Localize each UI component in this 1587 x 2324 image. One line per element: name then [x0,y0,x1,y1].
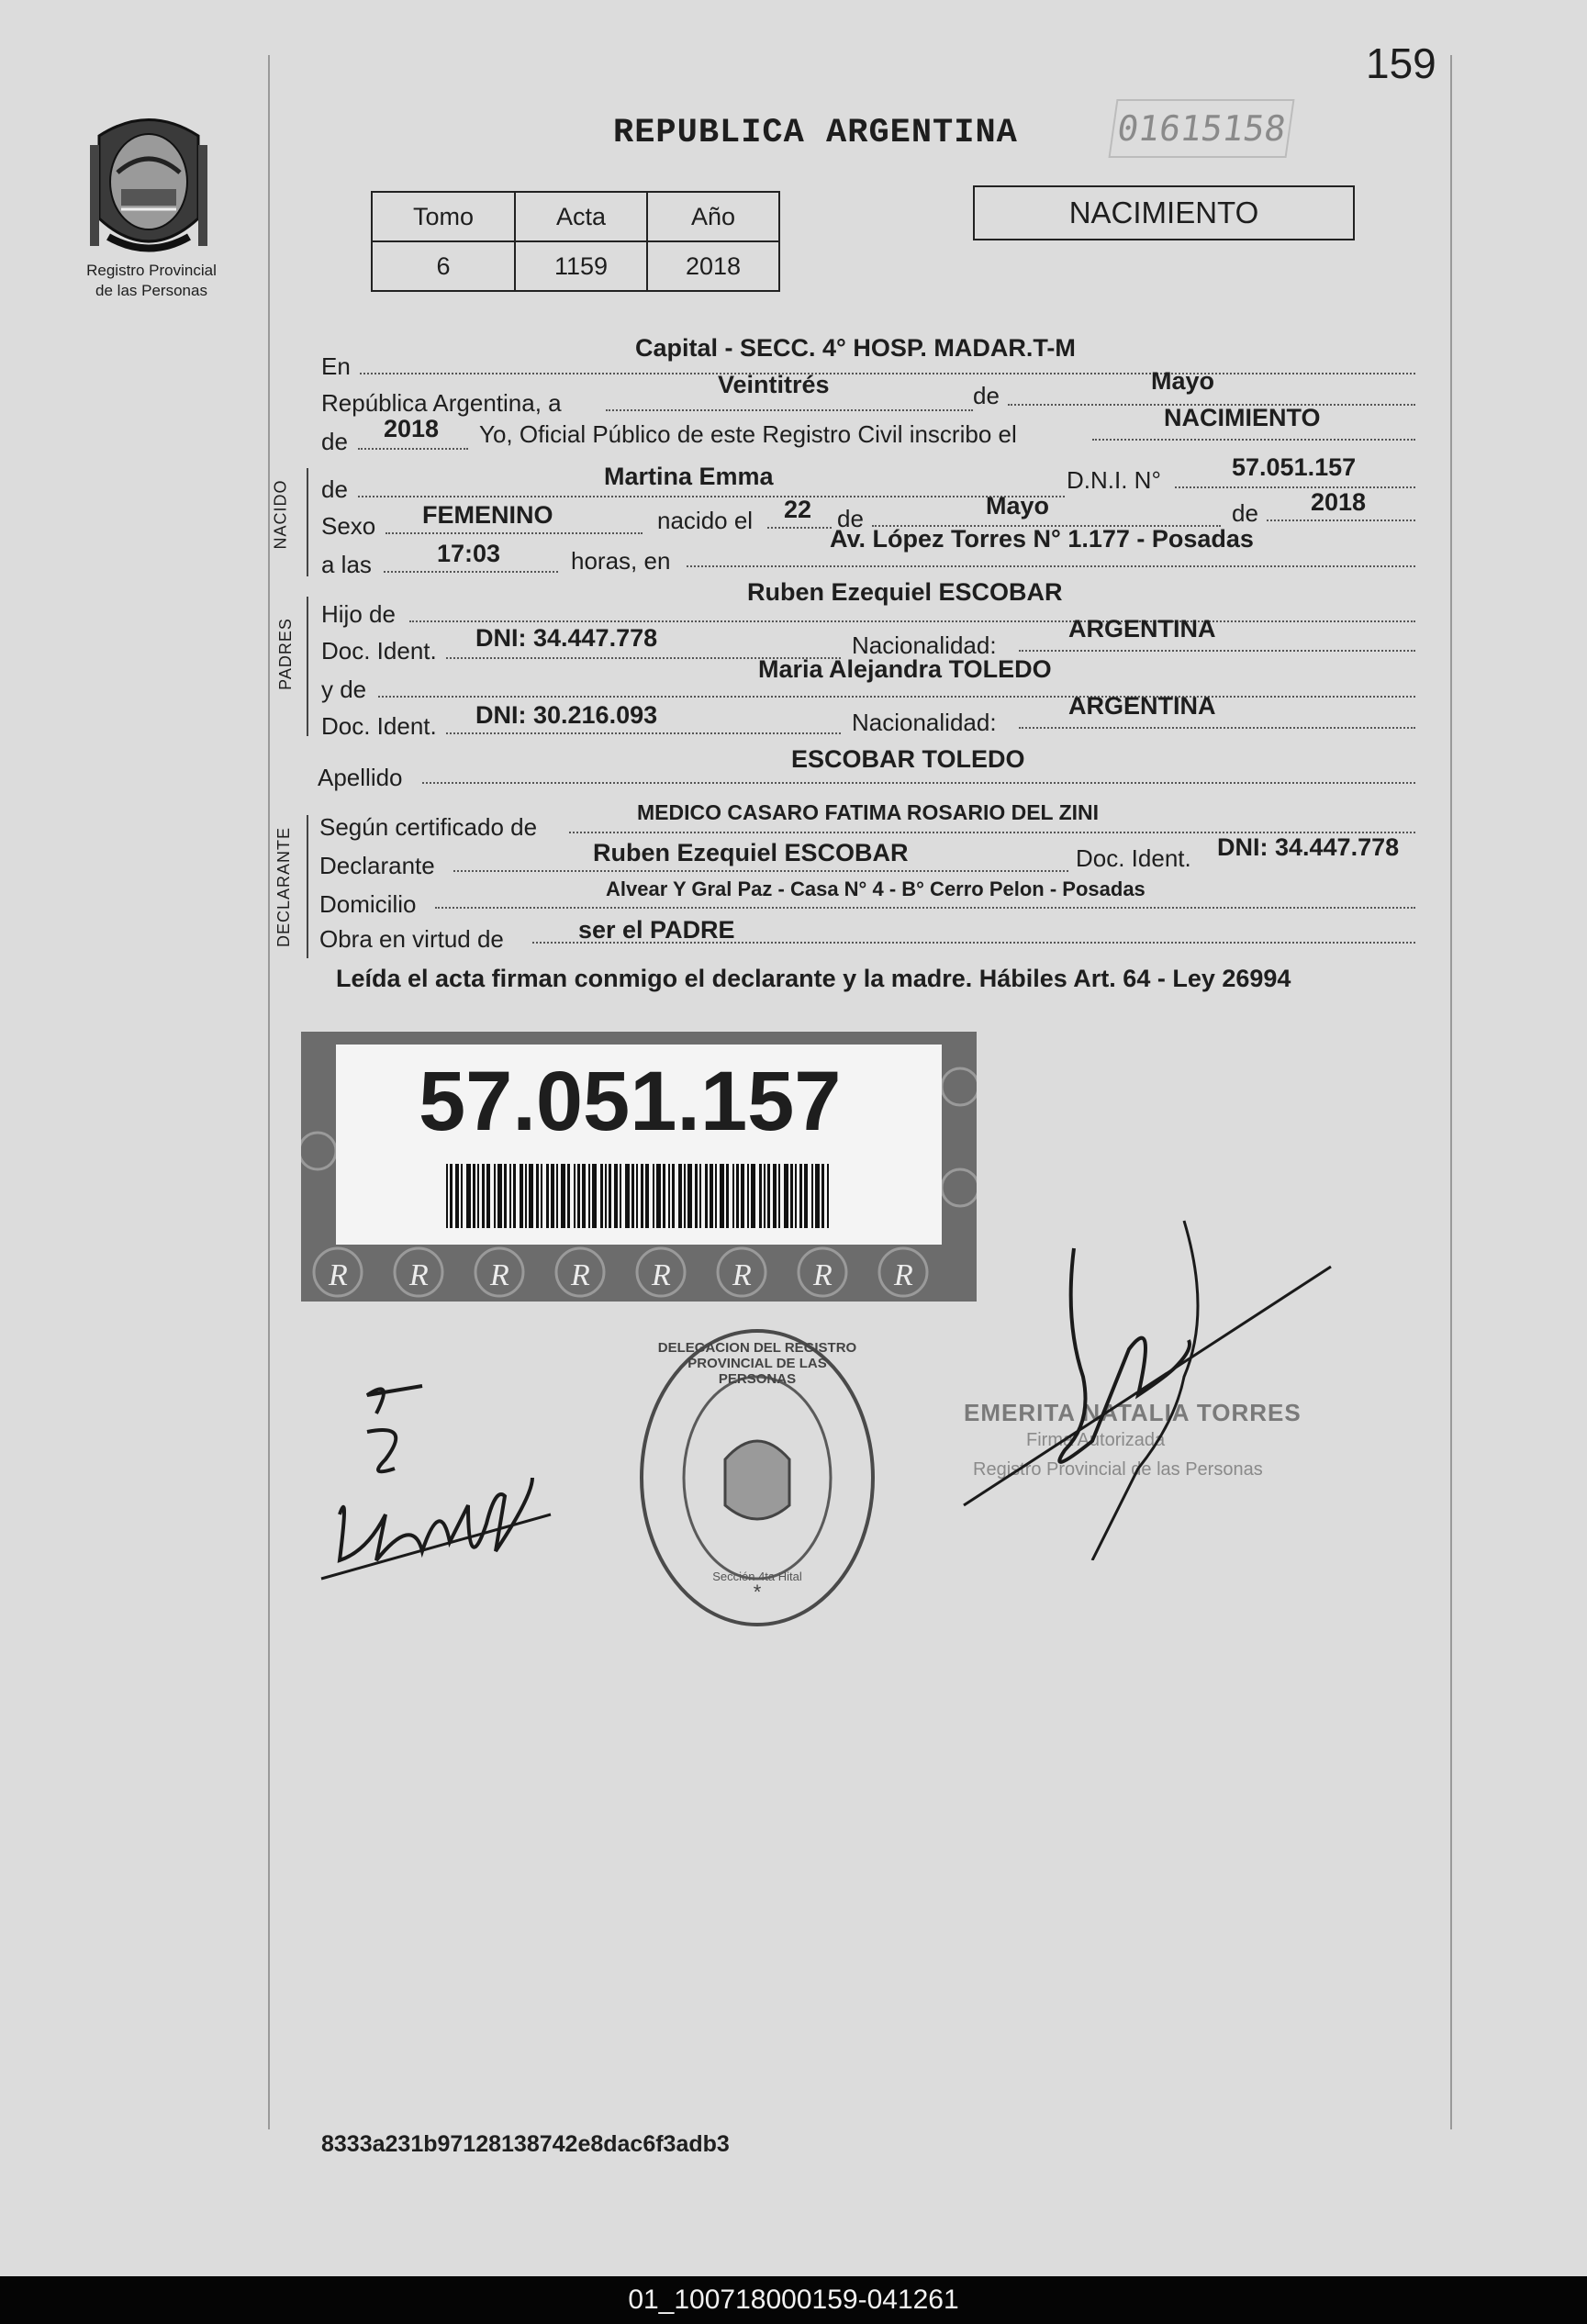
header-ano: Año [647,192,779,241]
certificado-value: MEDICO CASARO FATIMA ROSARIO DEL ZINI [637,800,1100,824]
page-number: 159 [1366,39,1436,87]
barcode-bar [636,1164,638,1228]
barcode-bar [450,1164,453,1228]
declarante-doc: DNI: 34.447.778 [1217,833,1400,861]
barcode-bar [759,1164,762,1228]
official-signature [955,1212,1340,1560]
pattern-letter: R [732,1258,752,1292]
barcode-bar [764,1164,766,1228]
value-tomo: 6 [372,241,515,291]
barcode-bar [799,1164,802,1228]
official-title-line1: Firma Autorizada [1026,1430,1166,1450]
value-acta: 1159 [515,241,647,291]
barcode-bar [790,1164,793,1228]
barcode-bar [614,1164,618,1228]
barcode-bar [509,1164,511,1228]
official-seal [633,1322,881,1634]
republica-label: República Argentina, a [321,389,562,417]
barcode-bar [715,1164,717,1228]
svg-text:*: * [753,1581,762,1603]
barcode-bar [561,1164,565,1228]
header-acta: Acta [515,192,647,241]
barcode-bar [699,1164,701,1228]
official-title-line2: Registro Provincial de las Personas [973,1459,1263,1480]
declarante-label: Declarante [319,852,435,879]
barcode-bar [631,1164,634,1228]
child-dni: 57.051.157 [1232,453,1357,481]
en-value: Capital - SECC. 4° HOSP. MADAR.T-M [635,334,1076,362]
barcode-bar [588,1164,590,1228]
dotted-line [358,496,1065,497]
section-label-padres: PADRES [275,618,295,690]
barcode-bar [811,1164,813,1228]
barcode-bar [827,1164,829,1228]
barcode-bar [567,1164,570,1228]
barcode-bar [778,1164,780,1228]
barcode-bar [767,1164,770,1228]
barcode-bar [494,1164,496,1228]
pattern-letter: R [813,1258,833,1292]
barcode-bar [663,1164,665,1228]
barcode-bar [705,1164,708,1228]
section-label-nacido: NACIDO [271,479,290,550]
barcode-bar [529,1164,533,1228]
barcode-bar [795,1164,797,1228]
de-label: de [973,382,1000,409]
barcode-bar [556,1164,558,1228]
birth-hour: 17:03 [437,540,501,567]
dotted-line [1267,520,1415,521]
barcode-bar [592,1164,597,1228]
horas-en-label: horas, en [571,547,671,575]
section-bracket [307,468,308,576]
barcode-bar [710,1164,713,1228]
apellido-value: ESCOBAR TOLEDO [791,745,1025,773]
barcode-bar [784,1164,788,1228]
sexo-label: Sexo [321,512,376,540]
dotted-line [435,907,1415,909]
child-name: Martina Emma [604,463,774,490]
dotted-line [386,532,643,534]
registry-caption [55,261,248,301]
barcode-bar [645,1164,649,1228]
de-label: de [1232,499,1258,527]
barcode-bar [726,1164,729,1228]
birth-year: 2018 [1311,488,1367,516]
barcode-bar [620,1164,621,1228]
dotted-line [446,732,841,734]
pattern-letter: R [329,1258,348,1292]
barcode-bar [446,1164,448,1228]
registry-line2: de las Personas [95,282,207,299]
dotted-line [687,565,1415,567]
barcode-bar [736,1164,739,1228]
year-value: 2018 [384,415,440,442]
barcode-bar [504,1164,507,1228]
barcode-bar [741,1164,744,1228]
value-ano: 2018 [647,241,779,291]
barcode-bar [574,1164,576,1228]
dotted-line [606,409,973,411]
dni-sticker-label [336,1045,942,1245]
record-type-box: NACIMIENTO [973,185,1355,240]
barcode-bar [520,1164,523,1228]
barcode-bar [804,1164,808,1228]
barcode-bar [455,1164,459,1228]
de-label: de [837,505,864,532]
pattern-letter: R [490,1258,509,1292]
dotted-line [358,448,468,450]
nacionalidad-label: Nacionalidad: [852,631,997,659]
y-de-label: y de [321,676,367,703]
barcode-bar [582,1164,586,1228]
barcode-bar [600,1164,603,1228]
document-hash: 8333a231b97128138742e8dac6f3adb3 [321,2131,730,2157]
obra-value: ser el PADRE [578,916,735,944]
dotted-line [1019,650,1415,652]
domicilio-label: Domicilio [319,890,417,918]
closing-statement: Leída el acta firman conmigo el declarante y la madre. Hábiles Art. 64 - Ley 26994 [336,965,1291,992]
barcode-bar [684,1164,686,1228]
de2-label: de [321,428,348,455]
father-doc: DNI: 34.447.778 [475,624,658,652]
pattern-letter: R [571,1258,590,1292]
barcode-bar [609,1164,611,1228]
obra-label: Obra en virtud de [319,925,504,953]
barcode-bar [821,1164,824,1228]
seal-outer-text: DELEGACION DEL REGISTRO PROVINCIAL DE LAS PERSONAS [657,1340,857,1387]
barcode-bar [473,1164,475,1228]
mother-name: Maria Alejandra TOLEDO [758,655,1052,683]
right-margin-line [1450,55,1452,2129]
barcode-bar [482,1164,485,1228]
declarante-value: Ruben Ezequiel ESCOBAR [593,839,909,866]
birth-day: 22 [784,496,812,523]
dotted-line [453,870,1068,872]
birth-place: Av. López Torres N° 1.177 - Posadas [830,525,1254,553]
inscribo-value: NACIMIENTO [1164,404,1321,431]
barcode-bar [477,1164,479,1228]
official-name: EMERITA NATALIA TORRES [964,1399,1302,1426]
dotted-line [422,782,1415,784]
nacido-de-label: de [321,475,348,503]
dotted-line [384,571,558,573]
dotted-line [360,373,1415,374]
hijo-de-label: Hijo de [321,600,396,628]
dotted-line [409,620,1415,622]
apellido-label: Apellido [318,764,403,791]
dni-label: D.N.I. N° [1067,466,1161,494]
barcode-bar [653,1164,654,1228]
left-margin-line [268,55,270,2129]
barcode-bar [815,1164,820,1228]
month-value: Mayo [1151,367,1215,395]
pattern-letter: R [409,1258,429,1292]
dni-sticker [301,1032,977,1302]
barcode-bar [747,1164,749,1228]
barcode-bar [773,1164,777,1228]
declarant-signature [312,1358,587,1634]
dotted-line [1175,486,1415,488]
barcode [446,1164,832,1228]
birth-month: Mayo [986,492,1050,520]
barcode-bar [751,1164,755,1228]
barcode-bar [466,1164,471,1228]
barcode-bar [678,1164,682,1228]
domicilio-value: Alvear Y Gral Paz - Casa N° 4 - B° Cerro Pelon - Posadas [606,877,1146,900]
footer-document-id: 01_100718000159-041261 [0,2276,1587,2324]
section-bracket [307,815,308,958]
pattern-letter: R [652,1258,671,1292]
barcode-bar [641,1164,643,1228]
barcode-bar [551,1164,554,1228]
barcode-bar [732,1164,734,1228]
barcode-bar [536,1164,539,1228]
nacido-el-label: nacido el [657,507,754,534]
serial-number-stamp: 01615158 [1109,99,1295,158]
en-label: En [321,352,351,380]
barcode-bar [625,1164,630,1228]
father-name: Ruben Ezequiel ESCOBAR [747,578,1063,606]
mother-doc: DNI: 30.216.093 [475,701,658,729]
dotted-line [378,696,1415,698]
barcode-bar [546,1164,549,1228]
nacionalidad-label: Nacionalidad: [852,709,997,736]
barcode-bar [668,1164,670,1228]
tomo-acta-ano-table [371,191,780,292]
barcode-bar [525,1164,527,1228]
dni-sticker-number: 57.051.157 [419,1055,842,1148]
seal-inner-text: Sección 4ta Hital [712,1570,802,1583]
barcode-bar [672,1164,675,1228]
section-label-declarante: DECLARANTE [274,826,294,948]
barcode-bar [513,1164,516,1228]
barcode-bar [720,1164,724,1228]
barcode-bar [687,1164,692,1228]
dotted-line [1092,439,1415,441]
barcode-bar [497,1164,502,1228]
dotted-line [767,527,832,529]
dotted-line [1019,727,1415,729]
barcode-bar [656,1164,661,1228]
certificado-label: Según certificado de [319,813,538,841]
doc-ident-label: Doc. Ident. [1076,844,1191,872]
oficial-label: Yo, Oficial Público de este Registro Civil inscribo el [479,420,1017,448]
doc-ident-label: Doc. Ident. [321,712,437,740]
father-nationality: ARGENTINA [1068,615,1216,642]
document-title: REPUBLICA ARGENTINA [613,114,1018,152]
mother-nationality: ARGENTINA [1068,692,1216,720]
barcode-bar [695,1164,698,1228]
barcode-bar [577,1164,580,1228]
day-words: Veintitrés [718,371,830,398]
barcode-bar [541,1164,542,1228]
section-bracket [307,597,308,736]
barcode-bar [605,1164,607,1228]
a-las-label: a las [321,551,372,578]
registry-line1: Registro Provincial [86,262,217,279]
pattern-letter: R [894,1258,913,1292]
doc-ident-label: Doc. Ident. [321,637,437,665]
header-tomo: Tomo [372,192,515,241]
coat-of-arms-logo [81,108,217,264]
barcode-bar [486,1164,490,1228]
barcode-bar [461,1164,463,1228]
sexo-value: FEMENINO [422,501,553,529]
